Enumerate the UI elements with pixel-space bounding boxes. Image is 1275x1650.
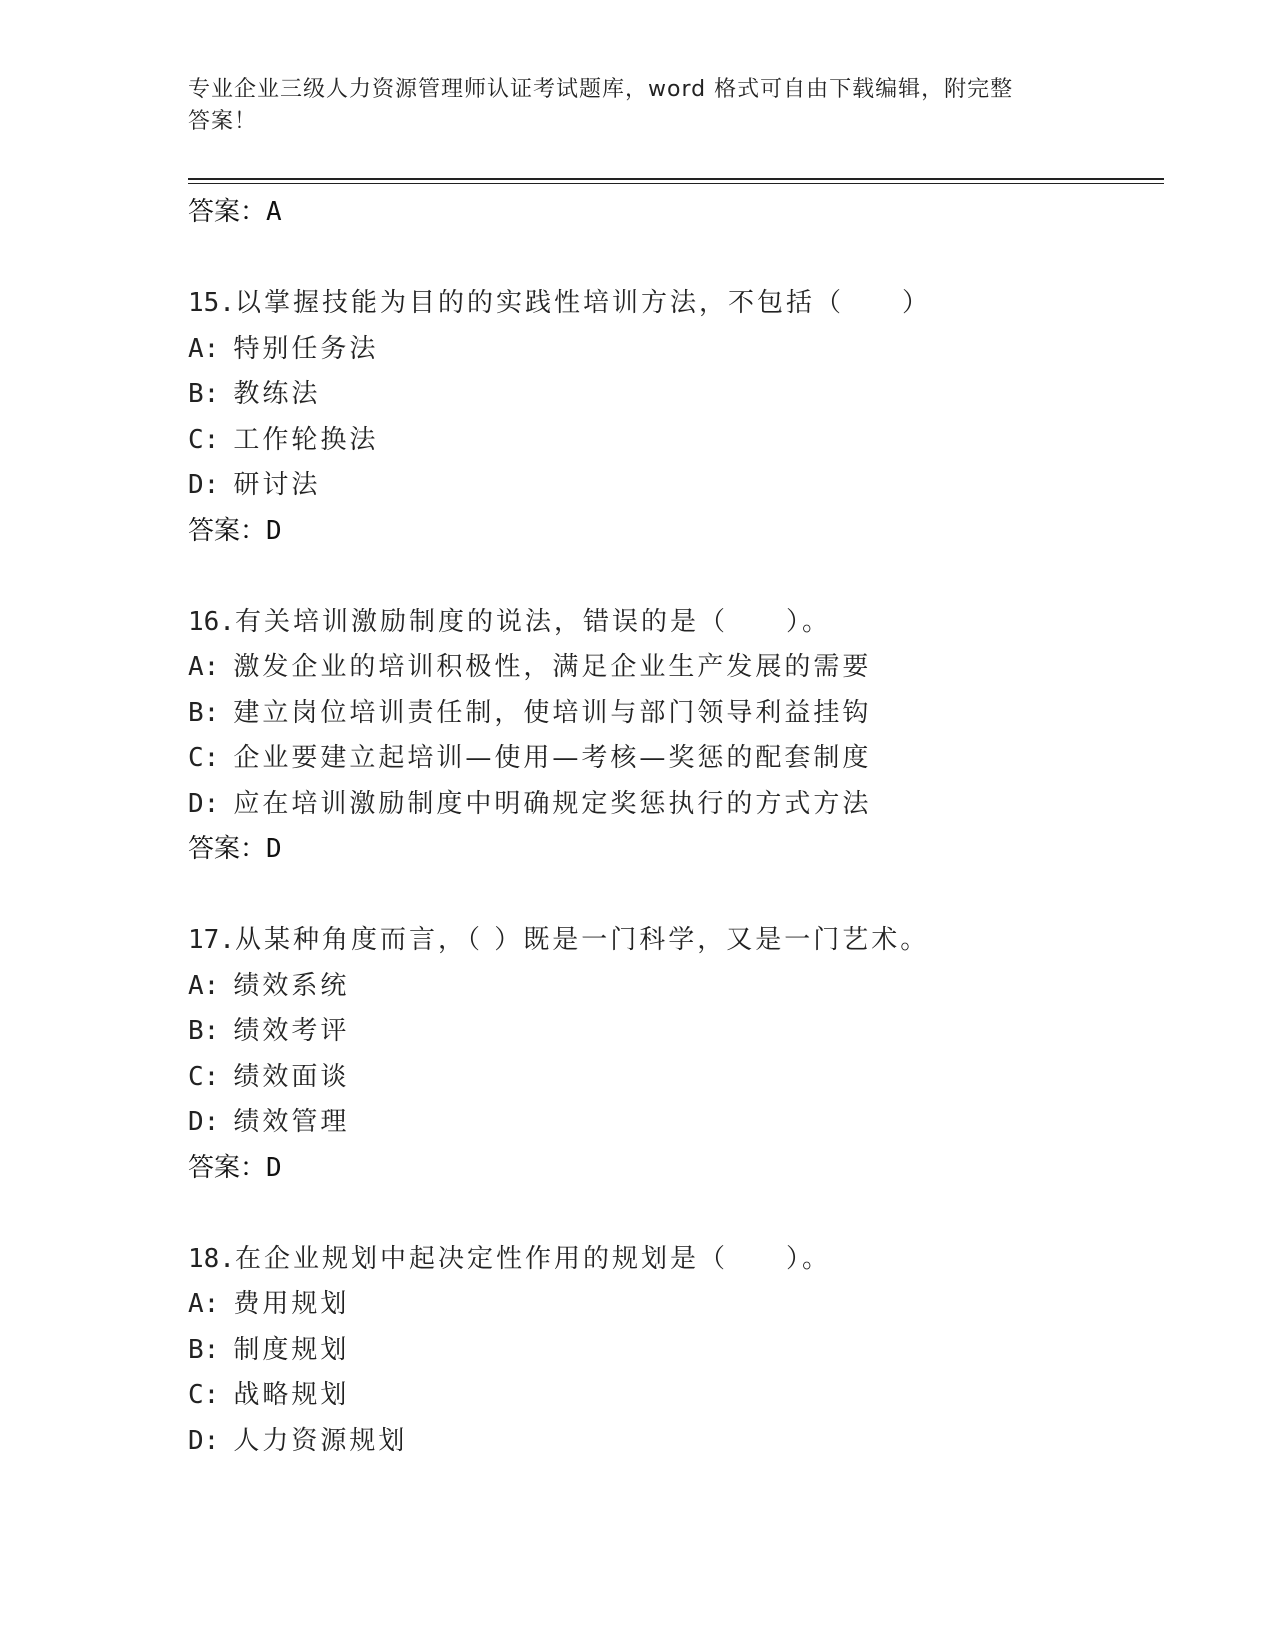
question-number: 16. — [188, 606, 235, 637]
question-15 — [188, 281, 1164, 554]
answer-label: 答案： — [188, 197, 267, 227]
option-text: 绩效管理 — [233, 1107, 350, 1137]
header-note-line-1: 专业企业三级人力资源管理师认证考试题库，word 格式可自由下载编辑，附完整 — [188, 77, 1014, 102]
option-b — [188, 1328, 1164, 1374]
option-letter: B: — [188, 1334, 220, 1365]
option-text: 教练法 — [233, 379, 321, 409]
question-16 — [188, 600, 1164, 873]
option-letter: D: — [188, 470, 220, 500]
option-letter: A: — [188, 1289, 220, 1319]
question-18 — [188, 1237, 1164, 1465]
option-d — [188, 463, 1164, 509]
option-text: 建立岗位培训责任制，使培训与部门领导利益挂钩 — [233, 697, 872, 728]
question-17 — [188, 918, 1164, 1191]
option-text: 绩效面谈 — [233, 1061, 350, 1092]
option-c — [188, 1373, 1164, 1419]
option-a — [188, 964, 1164, 1010]
option-letter: C: — [188, 1380, 220, 1410]
header-divider-thin — [188, 183, 1164, 184]
answer-label: 答案： — [188, 515, 267, 546]
option-letter: C: — [188, 743, 220, 773]
option-letter: B: — [188, 697, 220, 728]
option-text: 激发企业的培训积极性，满足企业生产发展的需要 — [233, 652, 872, 682]
option-letter: B: — [188, 379, 220, 409]
option-letter: A: — [188, 970, 220, 1001]
option-b — [188, 372, 1164, 418]
option-b — [188, 691, 1164, 737]
option-letter: A: — [188, 652, 220, 682]
answer-label: 答案： — [188, 1152, 267, 1183]
option-text: 工作轮换法 — [233, 424, 379, 455]
question-text: 在企业规划中起决定性作用的规划是（ ）。 — [234, 1243, 831, 1274]
option-d — [188, 782, 1164, 828]
option-a — [188, 1282, 1164, 1328]
answer-line — [188, 827, 1164, 872]
option-letter: C: — [188, 1061, 220, 1092]
answer-value: D — [266, 515, 282, 546]
option-letter: A: — [188, 333, 220, 364]
option-text: 制度规划 — [233, 1334, 350, 1365]
option-letter: B: — [188, 1016, 220, 1046]
option-c — [188, 1055, 1164, 1101]
option-text: 战略规划 — [233, 1380, 350, 1410]
option-c — [188, 736, 1164, 782]
question-text: 从某种角度而言，（ ）既是一门科学，又是一门艺术。 — [234, 925, 930, 955]
header-divider-thick — [188, 178, 1164, 180]
option-letter: D: — [188, 788, 220, 819]
option-a — [188, 645, 1164, 691]
question-stem — [188, 1237, 1164, 1283]
question-number: 18. — [188, 1243, 235, 1274]
question-text: 以掌握技能为目的的实践性培训方法，不包括（ ） — [234, 288, 931, 318]
option-letter: D: — [188, 1107, 220, 1137]
question-number: 17. — [188, 925, 235, 955]
answer-label: 答案： — [188, 834, 267, 864]
option-text: 特别任务法 — [233, 333, 379, 364]
answer-value: D — [266, 1152, 282, 1183]
answer-value: D — [266, 834, 282, 864]
question-number: 15. — [188, 288, 235, 318]
option-letter: C: — [188, 424, 220, 455]
question-stem — [188, 281, 1164, 327]
option-a — [188, 327, 1164, 373]
header-note — [188, 74, 1068, 138]
question-stem — [188, 918, 1164, 964]
option-letter: D: — [188, 1425, 220, 1456]
option-text: 绩效系统 — [233, 970, 350, 1001]
question-list — [188, 190, 1164, 1464]
option-text: 费用规划 — [233, 1289, 350, 1319]
option-text: 绩效考评 — [233, 1016, 350, 1046]
answer-line — [188, 1146, 1164, 1191]
option-d — [188, 1419, 1164, 1465]
option-d — [188, 1100, 1164, 1146]
header-note-line-2: 答案！ — [188, 109, 258, 134]
option-b — [188, 1009, 1164, 1055]
option-text: 研讨法 — [233, 470, 321, 500]
question-stem — [188, 600, 1164, 646]
answer-value: A — [266, 197, 282, 227]
option-text: 企业要建立起培训—使用—考核—奖惩的配套制度 — [233, 743, 872, 773]
question-text: 有关培训激励制度的说法，错误的是（ ）。 — [234, 606, 831, 637]
option-c — [188, 418, 1164, 464]
option-text: 应在培训激励制度中明确规定奖惩执行的方式方法 — [233, 788, 872, 819]
option-text: 人力资源规划 — [233, 1425, 408, 1456]
answer-line — [188, 190, 1164, 235]
answer-line — [188, 509, 1164, 554]
